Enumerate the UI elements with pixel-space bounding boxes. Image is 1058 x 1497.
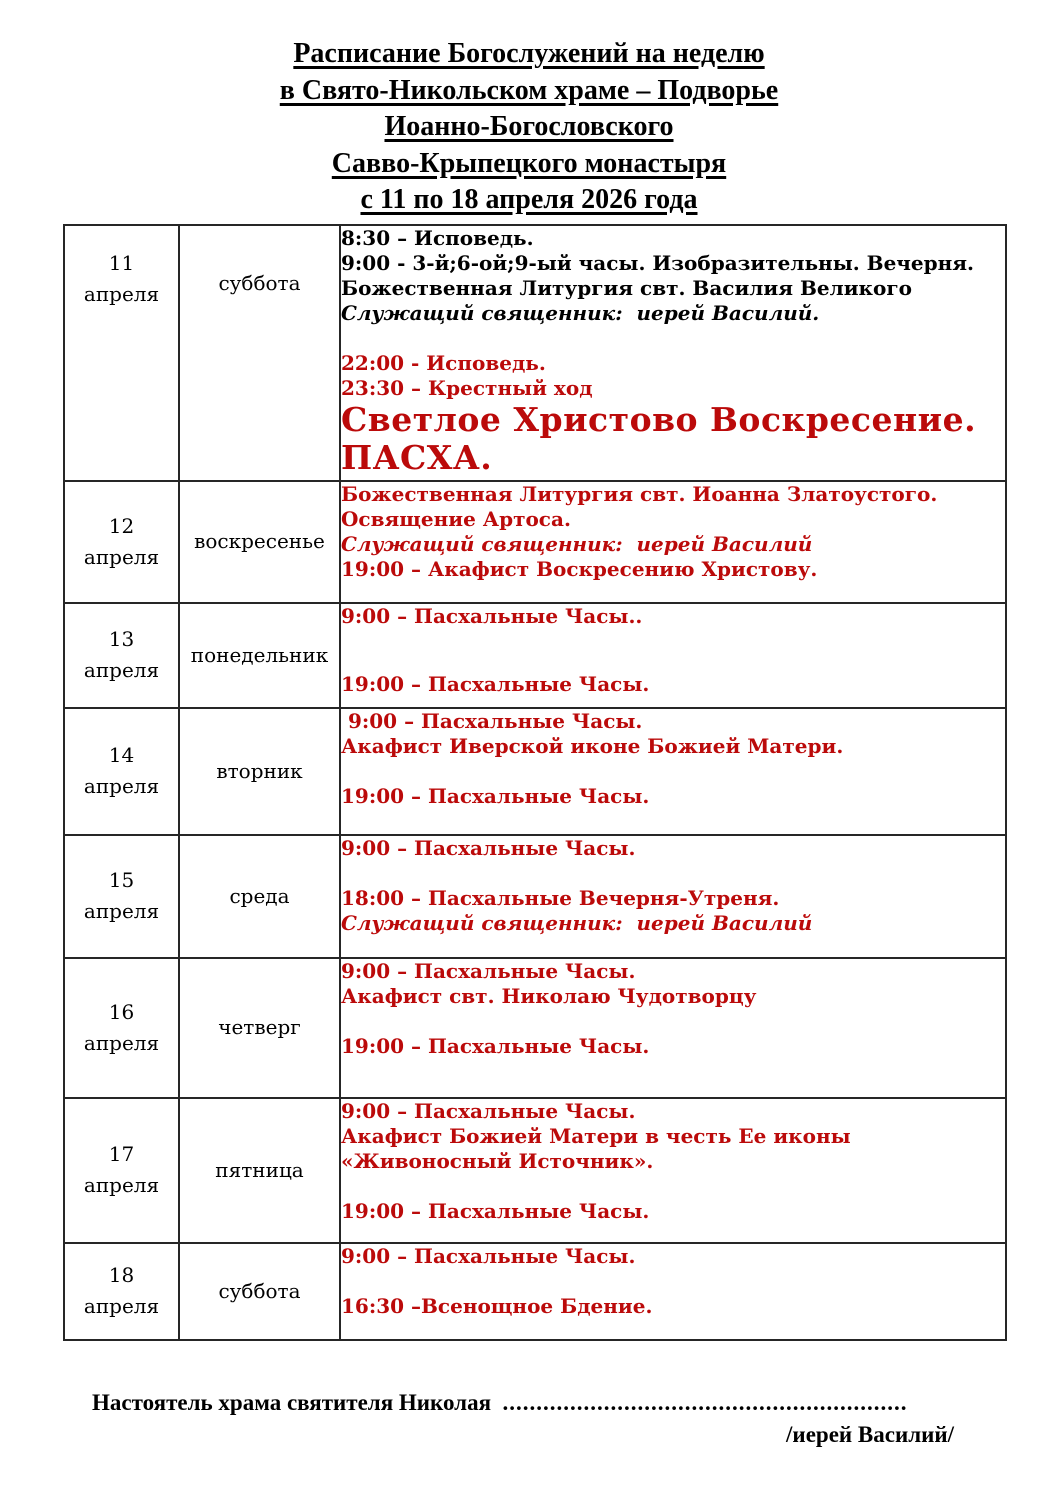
date-month: апреля (83, 774, 160, 798)
services-cell (340, 958, 1006, 1098)
serving-priest-line: Служащий священник: иерей Василий. (341, 300, 820, 325)
service-line: 9:00 - 3-й;6-ой;9-ый часы. Изобразительны. Вечерня. (341, 250, 975, 275)
date-cell (64, 708, 179, 835)
service-line: 9:00 – Пасхальные Часы. (341, 958, 636, 983)
service-line: 9:00 – Пасхальные Часы. (341, 1243, 636, 1268)
service-line: 23:30 – Крестный ход (341, 375, 593, 400)
services-cell (340, 225, 1006, 481)
date-number: 16 (108, 999, 135, 1024)
table-row-13-april (64, 603, 1006, 708)
signature-line (92, 1421, 954, 1449)
date-number: 13 (108, 627, 135, 651)
date-number: 11 (108, 250, 135, 275)
service-line: Акафист свт. Николаю Чудотворцу (341, 983, 757, 1008)
title-line-2: в Свято-Никольском храме – Подворье (279, 74, 779, 106)
date-cell (64, 1243, 179, 1340)
date-month: апреля (83, 1294, 160, 1318)
title-line-4: Савво-Крыпецкого монастыря (331, 147, 727, 179)
service-line: Божественная Литургия свт. Василия Великого (341, 275, 912, 300)
date-number: 17 (108, 1142, 135, 1166)
service-line: 19:00 – Пасхальные Часы. (341, 783, 650, 808)
date-cell (64, 481, 179, 603)
schedule-table (63, 224, 1007, 1341)
date-number: 15 (108, 868, 135, 892)
service-line: «Живоносный Источник». (341, 1148, 654, 1173)
date-cell (64, 603, 179, 708)
title-line-3: Иоанно-Богословского (384, 111, 674, 142)
service-line: Акафист Иверской иконе Божией Матери. (341, 733, 844, 758)
date-cell (64, 1098, 179, 1243)
weekday-label: пятница (215, 1157, 304, 1182)
table-row-18-april (64, 1243, 1006, 1340)
weekday-cell (179, 225, 340, 481)
date-month: апреля (83, 658, 160, 682)
signature-block (92, 1389, 954, 1449)
weekday-cell (179, 1243, 340, 1340)
weekday-label: воскресенье (194, 529, 325, 553)
serving-priest-line: Служащий священник: иерей Василий (341, 910, 813, 935)
services-cell (340, 835, 1006, 958)
service-line: 9:00 – Пасхальные Часы.. (341, 603, 643, 628)
signature-name: /иерей Василий/ (786, 1421, 954, 1447)
service-line: Акафист Божией Матери в честь Ее иконы (341, 1123, 851, 1148)
title-line-1: Расписание Богослужений на неделю (293, 38, 765, 69)
service-line: Божественная Литургия свт. Иоанна Златоустого. (341, 481, 938, 506)
weekday-label: суббота (218, 1278, 301, 1303)
weekday-cell (179, 835, 340, 958)
weekday-cell (179, 481, 340, 603)
service-line: 9:00 – Пасхальные Часы. (341, 1098, 636, 1123)
date-month: апреля (83, 1030, 160, 1055)
table-row-11-april (64, 225, 1006, 481)
service-line: 8:30 – Исповедь. (341, 225, 534, 250)
date-cell (64, 835, 179, 958)
services-cell (340, 708, 1006, 835)
weekday-label: суббота (218, 270, 301, 295)
service-line: 19:00 – Пасхальные Часы. (341, 1198, 650, 1223)
services-cell (340, 1098, 1006, 1243)
rector-line (92, 1389, 954, 1417)
weekday-cell (179, 1098, 340, 1243)
table-row-14-april (64, 708, 1006, 835)
date-cell (64, 225, 179, 481)
table-row-12-april (64, 481, 1006, 603)
service-line: 19:00 – Пасхальные Часы. (341, 1033, 650, 1058)
service-line: 19:00 – Пасхальные Часы. (341, 671, 650, 696)
weekday-cell (179, 708, 340, 835)
date-month: апреля (83, 544, 160, 569)
date-month: апреля (83, 281, 160, 306)
service-line: 9:00 – Пасхальные Часы. (341, 835, 636, 860)
date-number: 14 (108, 743, 135, 767)
weekday-cell (179, 958, 340, 1098)
weekday-label: вторник (216, 758, 303, 783)
service-line: 9:00 – Пасхальные Часы. (341, 708, 643, 733)
table-row-16-april (64, 958, 1006, 1098)
services-cell (340, 603, 1006, 708)
date-month: апреля (83, 899, 160, 923)
table-row-15-april (64, 835, 1006, 958)
weekday-label: понедельник (190, 642, 329, 667)
services-cell (340, 1243, 1006, 1340)
serving-priest-line: Служащий священник: иерей Василий (341, 531, 813, 556)
easter-headline: Светлое Христово Воскресение. (341, 399, 977, 439)
rector-label: Настоятель храма святителя Николая (92, 1389, 503, 1415)
service-line: 16:30 –Всенощное Бдение. (341, 1293, 653, 1318)
services-cell (340, 481, 1006, 603)
service-line: Освящение Артоса. (341, 506, 571, 531)
service-line: 19:00 – Акафист Воскресению Христову. (341, 556, 818, 581)
date-number: 18 (108, 1263, 135, 1287)
service-line: 18:00 – Пасхальные Вечерня-Утреня. (341, 885, 780, 910)
service-line: 22:00 - Исповедь. (341, 350, 546, 375)
weekday-cell (179, 603, 340, 708)
document-title (0, 0, 1058, 219)
easter-headline: ПАСХА. (341, 437, 493, 477)
weekday-label: среда (229, 883, 290, 908)
title-line-5: с 11 по 18 апреля 2026 года (360, 184, 698, 215)
table-row-17-april (64, 1098, 1006, 1243)
date-number: 12 (108, 513, 135, 538)
date-cell (64, 958, 179, 1098)
date-month: апреля (83, 1173, 160, 1197)
dot-leader: ............................................................ (502, 1389, 908, 1415)
weekday-label: четверг (218, 1015, 301, 1039)
